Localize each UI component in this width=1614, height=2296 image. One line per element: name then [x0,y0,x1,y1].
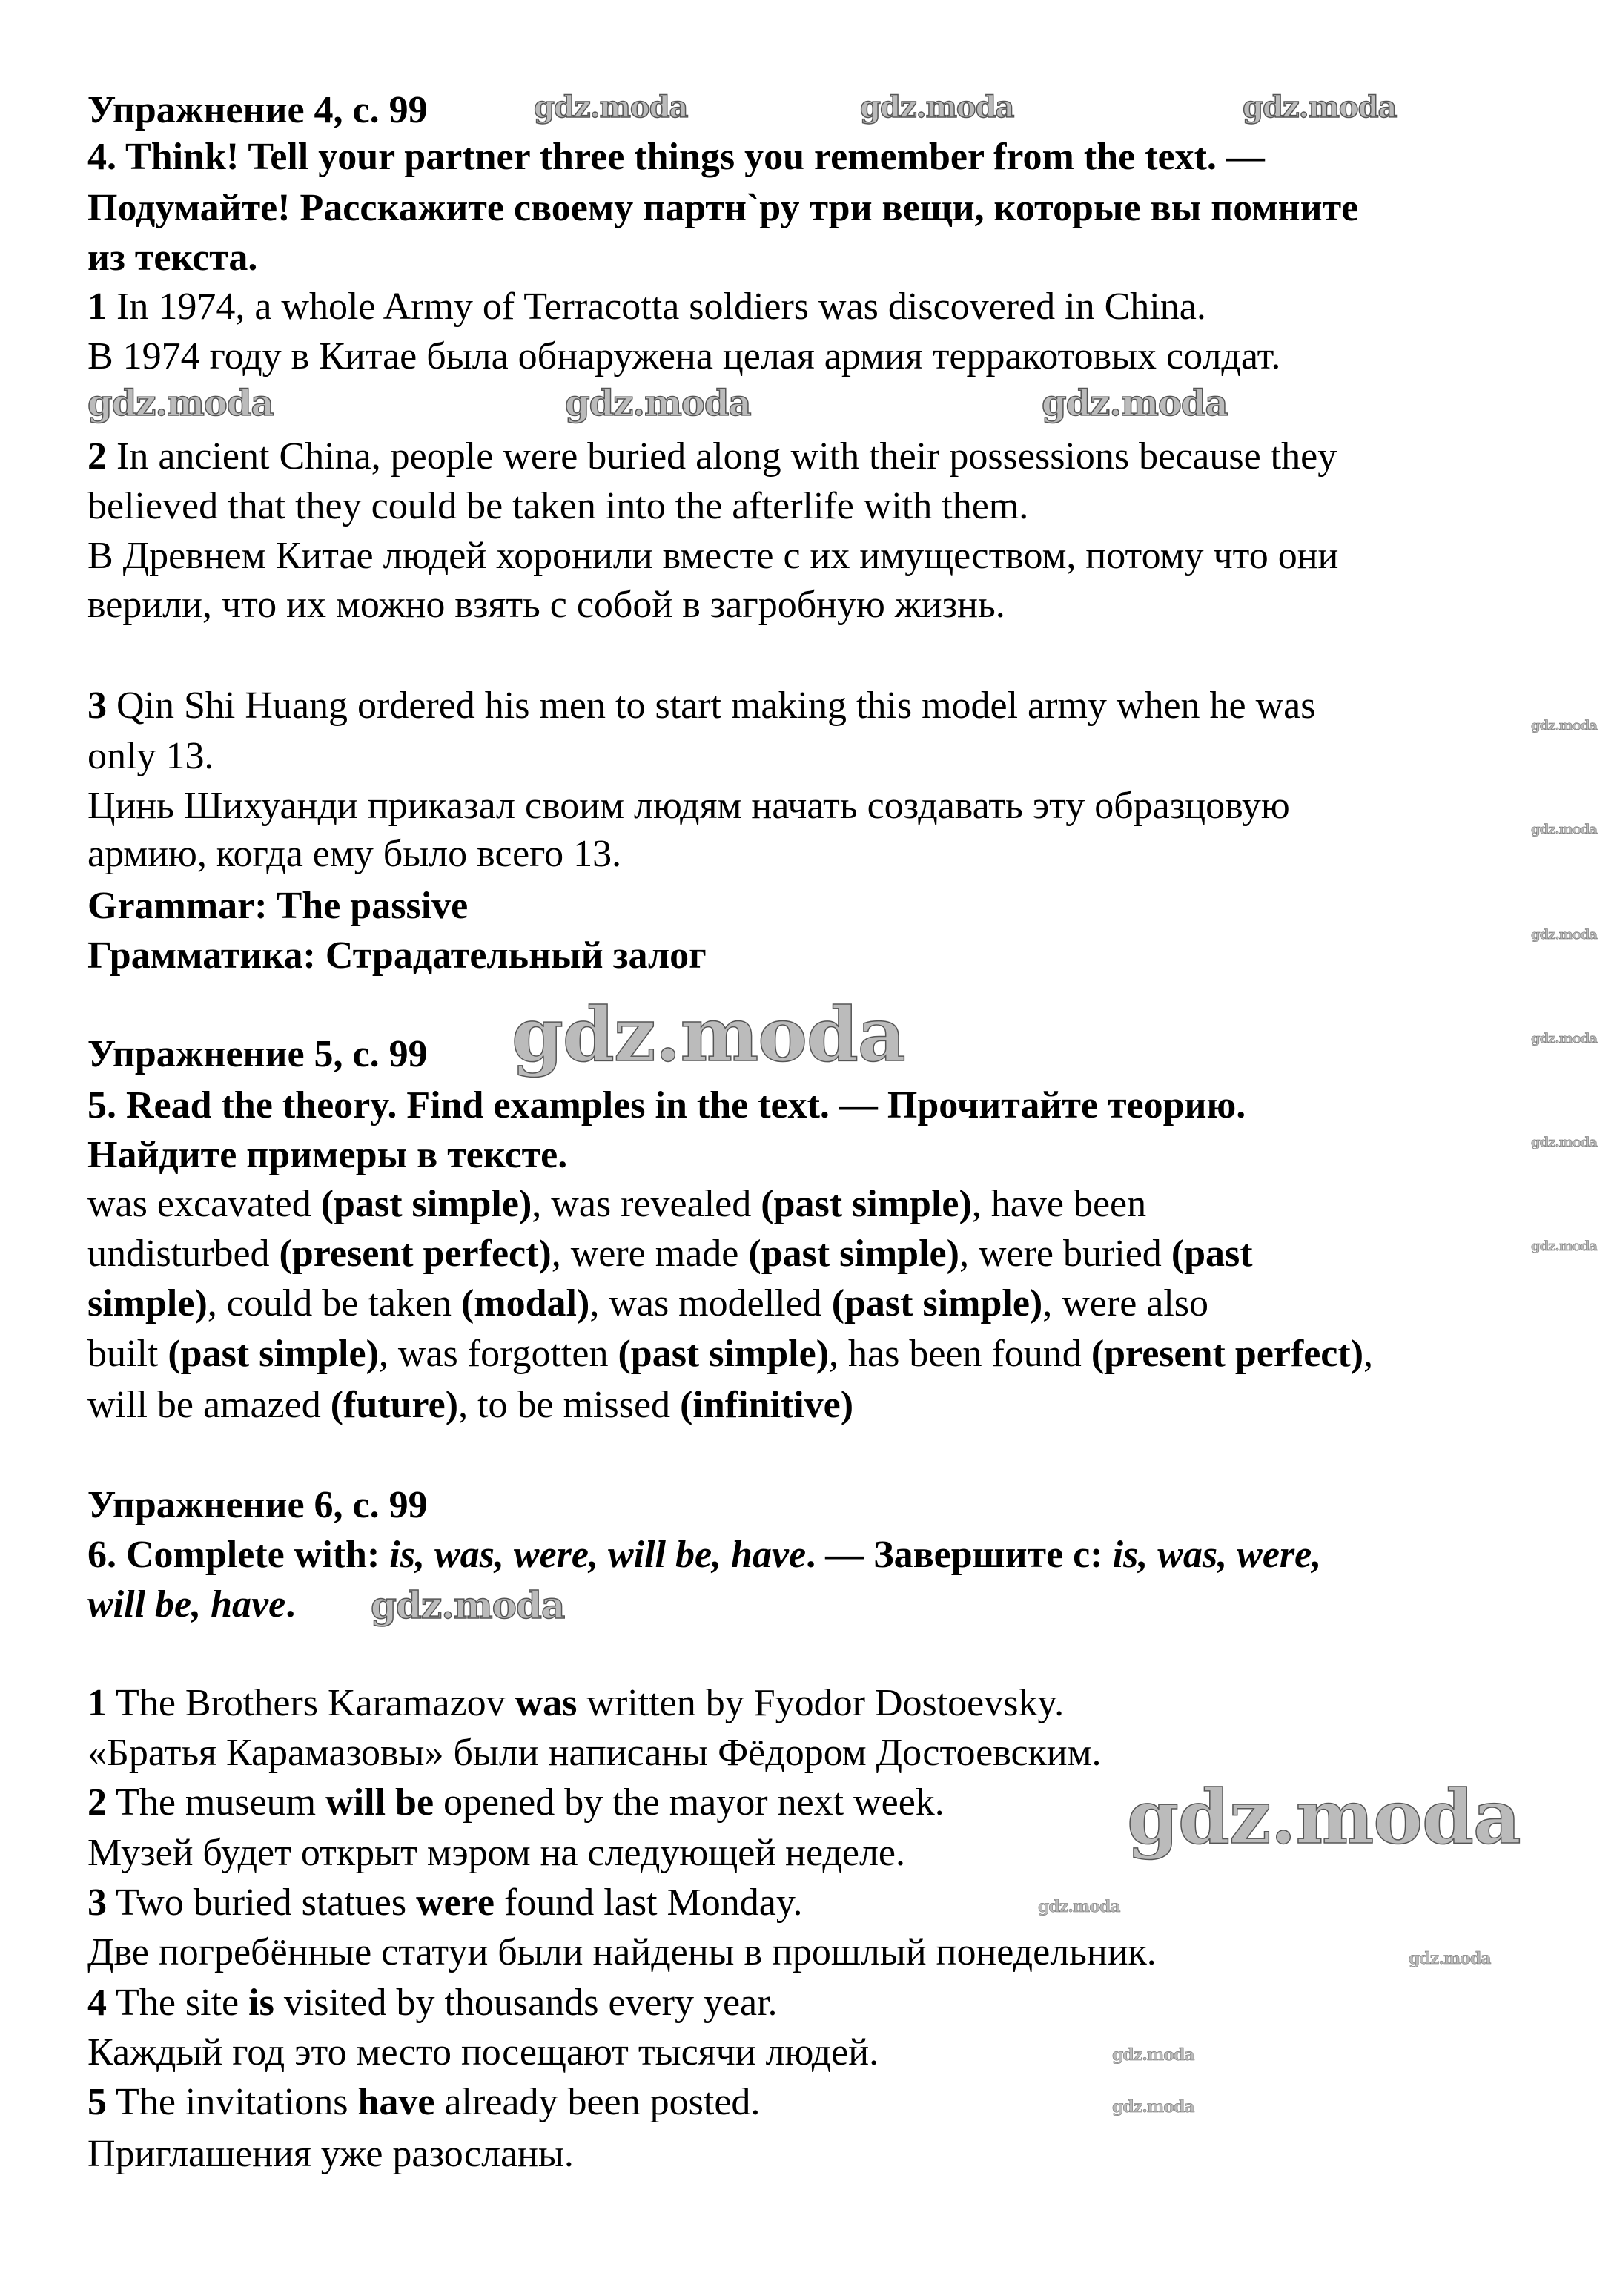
text-line [87,285,1206,329]
text-segment: 1 [87,285,107,328]
text-segment: will be amazed [87,1383,331,1426]
watermark: gdz.moda [1531,927,1597,943]
text-segment: Подумайте! Расскажите своему партн`ру три вещи, которые вы помните [87,187,1359,230]
text-segment: (past [1171,1232,1253,1275]
text-segment: , could be taken [207,1282,461,1325]
watermark: gdz.moda [1243,90,1397,125]
text-segment: (past simple) [168,1332,379,1375]
text-line [87,583,1005,627]
text-segment: already been posted. [434,2081,761,2124]
watermark: gdz.moda [1531,822,1597,837]
text-line [87,1281,1208,1326]
watermark: gdz.moda [1112,2045,1194,2065]
text-line [87,88,428,133]
text-segment: (present perfect) [279,1232,552,1275]
text-segment: 1 [87,1681,107,1724]
text-segment: Грамматика: Страдательный залог [87,934,707,977]
watermark: gdz.moda [512,991,905,1078]
text-segment: верили, что их можно взять с собой в загробную жизнь. [87,583,1005,626]
text-line [87,1232,1253,1276]
watermark: gdz.moda [565,383,751,424]
text-segment: In ancient China, people were buried along with their possessions because they [107,435,1337,478]
text-segment: 5 [87,2081,107,2124]
text-segment: (past simple) [761,1182,972,1225]
text-segment: Найдите примеры в тексте. [87,1134,568,1177]
text-line [87,435,1337,479]
text-segment: were [416,1881,495,1924]
text-segment: 3 [87,1881,107,1924]
text-segment: written by Fyodor Dostoevsky. [577,1681,1065,1724]
text-segment: undisturbed [87,1232,280,1275]
text-segment: Упражнение 4, с. 99 [87,88,428,131]
text-line [87,135,1265,179]
watermark: gdz.moda [1531,1135,1597,1150]
text-segment: , was modelled [589,1282,832,1325]
text-line [87,2080,760,2125]
text-segment: из текста. [87,237,258,280]
text-segment: Цинь Шихуанди приказал своим людям начать создавать эту образцовую [87,785,1290,828]
text-segment: believed that they could be taken into the afterlife with them. [87,485,1029,528]
text-segment: (past simple) [618,1332,830,1375]
watermark: gdz.moda [371,1583,565,1627]
text-line [87,1583,295,1627]
text-line [87,1681,1064,1726]
text-segment: Grammar: The passive [87,884,469,927]
text-line [87,734,214,779]
text-line [87,1731,1102,1775]
text-line [87,1831,905,1876]
text-segment: was [515,1681,578,1724]
text-segment: , were made [551,1232,749,1275]
text-line [87,832,621,877]
watermark: gdz.moda [1112,2097,1194,2117]
watermark: gdz.moda [87,383,274,424]
watermark: gdz.moda [1127,1773,1521,1861]
text-segment: , has been found [829,1332,1091,1375]
text-segment: армию, когда ему было всего 13. [87,833,622,876]
text-line [87,534,1338,578]
text-segment: will be [325,1781,434,1824]
text-segment: (past simple) [320,1182,532,1225]
watermark: gdz.moda [1042,383,1228,424]
text-segment: , to be missed [458,1383,681,1426]
text-segment: . — Завершите с: [806,1533,1113,1576]
watermark: gdz.moda [1409,1949,1491,1968]
text-line [87,236,257,280]
text-segment: visited by thousands every year. [274,1981,778,2024]
text-line [87,1383,853,1428]
text-line [87,1332,1373,1376]
text-segment: . [285,1583,296,1626]
text-segment: , was forgotten [378,1332,618,1375]
text-segment: (present perfect) [1091,1332,1364,1375]
text-line [87,1881,802,1925]
watermark: gdz.moda [860,90,1014,125]
watermark: gdz.moda [1531,1238,1597,1254]
text-segment: 6. Complete with: [87,1533,390,1576]
text-segment: have [357,2081,435,2124]
text-segment: (infinitive) [680,1383,854,1426]
text-segment: , was revealed [532,1182,761,1225]
text-segment: is, was, were, will be, have [389,1533,807,1576]
text-segment: 4. Think! Tell your partner three things you remember from the text. — [87,135,1265,178]
text-line [87,1083,1246,1128]
text-segment: 2 [87,1781,107,1824]
text-segment: Qin Shi Huang ordered his men to start making this model army when he was [107,684,1316,728]
text-segment: (past simple) [831,1282,1043,1325]
text-line [87,884,468,928]
text-line [87,934,707,978]
text-line [87,2031,879,2075]
text-line [87,1032,428,1077]
text-line [87,1930,1157,1975]
text-line [87,484,1028,529]
text-line [87,2132,574,2177]
watermark: gdz.moda [1038,1897,1120,1916]
text-line [87,1981,778,2025]
text-segment: simple) [87,1282,208,1325]
text-segment: was excavated [87,1182,321,1225]
text-segment: В Древнем Китае людей хоронили вместе с их имуществом, потому что они [87,535,1339,578]
text-segment: built [87,1332,168,1375]
text-segment: , were buried [959,1232,1171,1275]
text-segment: The site [107,1981,249,2024]
text-line [87,1533,1321,1577]
text-segment: 2 [87,435,107,478]
text-segment: 3 [87,684,107,728]
text-line [87,684,1315,728]
text-segment: The invitations [107,2081,358,2124]
text-segment: is, was, were, [1112,1533,1322,1576]
text-segment: В 1974 году в Китае была обнаружена целая армия терракотовых солдат. [87,335,1281,378]
text-segment: (past simple) [748,1232,959,1275]
text-line [87,186,1358,231]
text-segment: will be, have [87,1583,286,1626]
text-segment: Приглашения уже разосланы. [87,2132,574,2175]
text-segment: , were also [1042,1282,1209,1325]
text-segment: , have been [971,1182,1147,1225]
text-segment: The Brothers Karamazov [107,1681,515,1724]
text-segment: «Братья Карамазовы» были написаны Фёдором Достоевским. [87,1732,1102,1775]
text-segment: In 1974, a whole Army of Terracotta soldiers was discovered in China. [107,285,1206,328]
text-segment: 5. Read the theory. Find examples in the text. — Прочитайте теорию. [87,1083,1246,1126]
text-line [87,784,1290,828]
text-line [87,334,1280,379]
text-segment: Упражнение 5, с. 99 [87,1032,428,1075]
text-segment: (future) [330,1383,459,1426]
text-segment: Каждый год это место посещают тысячи людей. [87,2031,879,2074]
text-segment: Упражнение 6, с. 99 [87,1483,428,1526]
text-segment: Музей будет открыт мэром на следующей неделе. [87,1831,905,1874]
text-segment: (modal) [460,1282,590,1325]
text-segment: opened by the mayor next week. [434,1781,945,1824]
text-segment: Two buried statues [107,1881,417,1924]
text-segment: is [248,1981,274,2024]
text-line [87,1182,1146,1227]
text-segment: , [1363,1332,1374,1375]
watermark: gdz.moda [1531,1031,1597,1046]
watermark: gdz.moda [534,90,688,125]
text-segment: Две погребённые статуи были найдены в прошлый понедельник. [87,1931,1157,1974]
text-segment: only 13. [87,734,214,777]
text-line [87,1781,945,1825]
text-segment: found last Monday. [494,1881,803,1924]
text-line [87,1483,428,1528]
text-segment: The museum [107,1781,326,1824]
watermark: gdz.moda [1531,718,1597,733]
text-segment: 4 [87,1981,107,2024]
text-line [87,1133,567,1178]
